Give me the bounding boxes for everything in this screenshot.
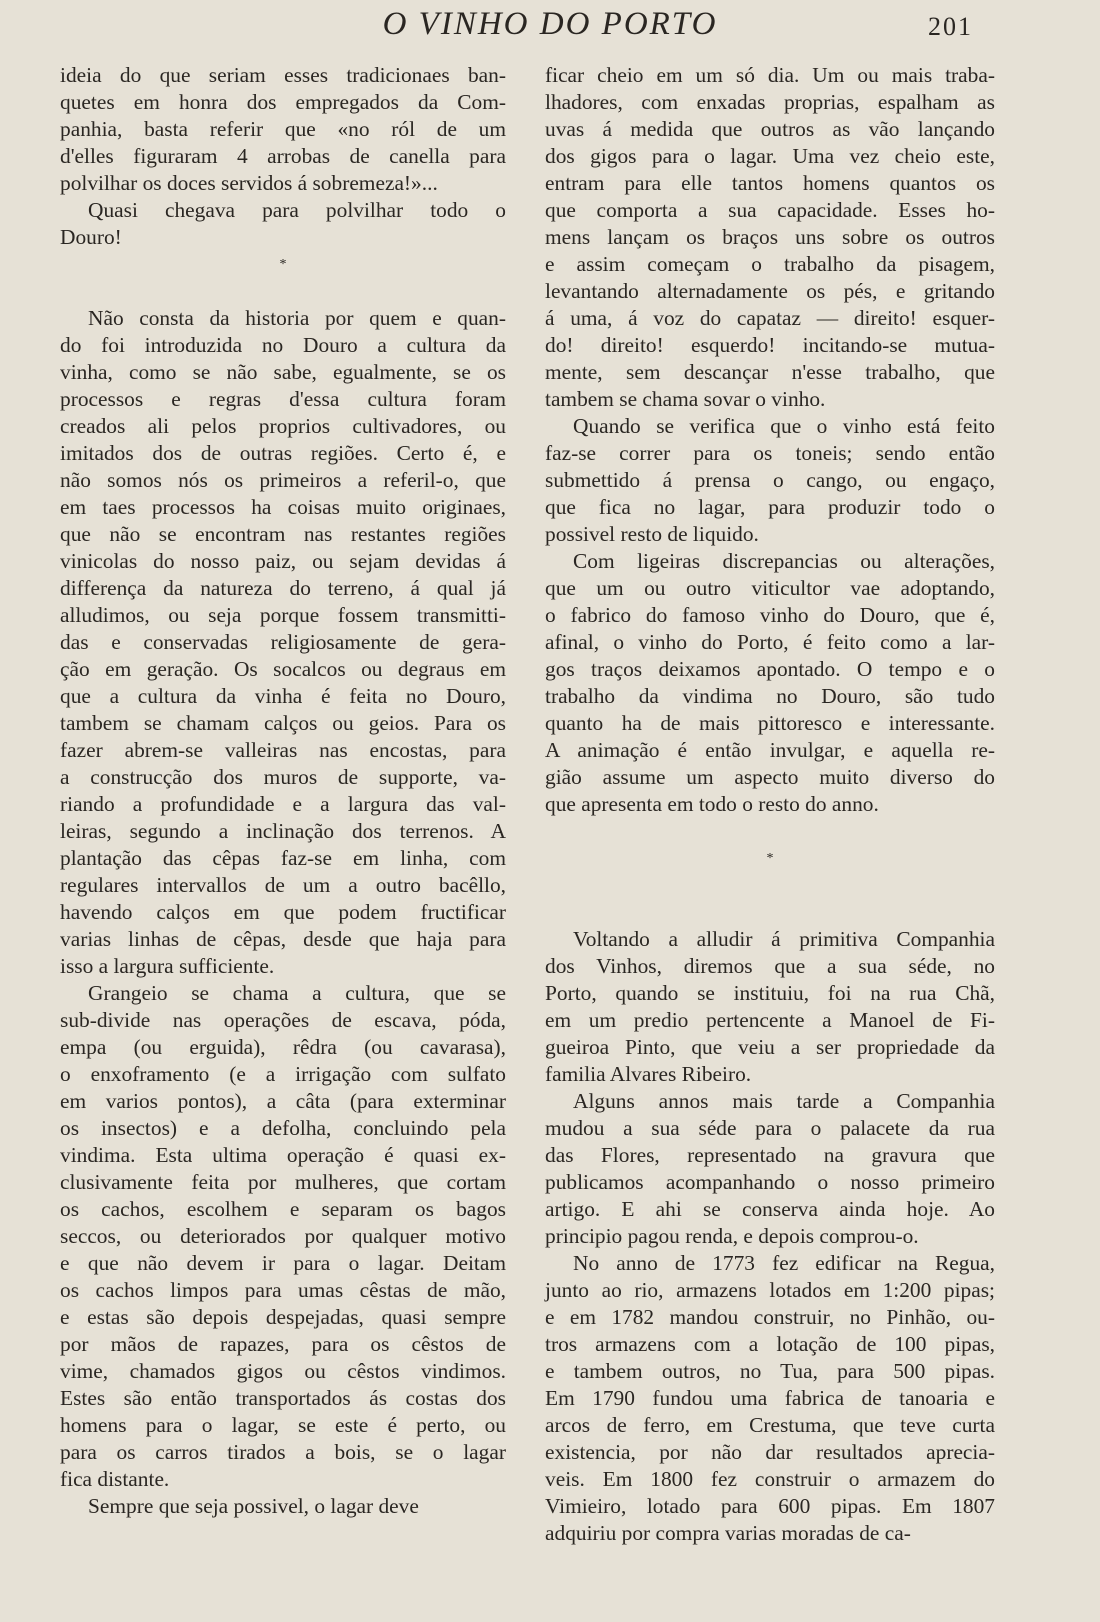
text-line: junto ao rio, armazens lotados em 1:200 pipas; [545,1278,995,1302]
text-line: gião assume um aspecto muito diverso do [545,765,995,789]
paragraph [60,62,506,197]
text-line: Quasi chegava para polvilhar todo o [88,198,506,222]
text-line: entram para elle tantos homens quantos os [545,171,995,195]
text-line: imitados dos de outras regiões. Certo é, e [60,441,506,465]
text-line: existencia, por não dar resultados aprecia- [545,1440,995,1464]
text-line: Em 1790 fundou uma fabrica de tanoaria e [545,1386,995,1410]
text-line: possivel resto de liquido. [545,522,759,546]
text-line: uvas á medida que outros as vão lançando [545,117,995,141]
text-line: Quando se verifica que o vinho está feito [573,414,995,438]
text-line: em um predio pertencente a Manoel de Fi- [545,1008,995,1032]
text-line: Não consta da historia por quem e quan- [88,306,506,330]
text-line: havendo calços em que podem fructificar [60,900,506,924]
text-line: homens para o lagar, se este é perto, ou [60,1413,506,1437]
paragraph [545,1250,995,1547]
text-line: a construcção dos muros de supporte, va- [60,765,506,789]
text-line: varias linhas de cêpas, desde que haja para [60,927,506,951]
text-line: afinal, o vinho do Porto, é feito como a lar- [545,630,995,654]
text-line: gos traços deixamos apontado. O tempo e o [545,657,995,681]
paragraph [545,548,995,818]
text-line: e assim começam o trabalho da pisagem, [545,252,995,276]
text-line: publicamos acompanhando o nosso primeiro [545,1170,995,1194]
text-line: mudou a sua séde para o palacete da rua [545,1116,995,1140]
text-line: e em 1782 mandou construir, no Pinhão, ou- [545,1305,995,1329]
text-line: Sempre que seja possivel, o lagar deve [88,1494,419,1518]
text-line: quetes em honra dos empregados da Com- [60,90,506,114]
text-line: Com ligeiras discrepancias ou alterações, [573,549,995,573]
text-line: mens lançam os braços uns sobre os outros [545,225,995,249]
text-line: quanto ha de mais pittoresco e interessante. [545,711,995,735]
text-line: vinicolas do nosso paiz, ou sejam devidas á [60,549,506,573]
text-line: que um ou outro viticultor vae adoptando, [545,576,995,600]
text-line: os insectos) e a defolha, concluindo pela [60,1116,506,1140]
text-line: das Flores, representado na gravura que [545,1143,995,1167]
text-line: vinha, como se não sabe, egualmente, se os [60,360,506,384]
running-header-title: O VINHO DO PORTO [382,6,718,42]
text-line: e que não devem ir para o lagar. Deitam [60,1251,506,1275]
text-line: seccos, ou deteriorados por qualquer motivo [60,1224,506,1248]
text-line: por mãos de rapazes, para os cêstos de [60,1332,506,1356]
text-line: ideia do que seriam esses tradicionaes ban- [60,63,506,87]
text-line: do! direito! esquerdo! incitando-se mutua- [545,333,995,357]
text-line: que apresenta em todo o resto do anno. [545,792,879,816]
text-line: das e conservadas religiosamente de gera- [60,630,506,654]
section-separator: * [279,257,287,272]
text-line: Vimieiro, lotado para 600 pipas. Em 1807 [545,1494,995,1518]
text-line: familia Alvares Ribeiro. [545,1062,752,1086]
text-line: e tambem outros, no Tua, para 500 pipas. [545,1359,995,1383]
text-line: clusivamente feita por mulheres, que cortam [60,1170,506,1194]
text-line: plantação das cêpas faz-se em linha, com [60,846,506,870]
text-line: á uma, á voz do capataz — direito! esquer- [545,306,995,330]
text-line: d'elles figuraram 4 arrobas de canella para [60,144,506,168]
text-line: o fabrico do famoso vinho do Douro, que é, [545,603,995,627]
text-line: empa (ou erguida), rêdra (ou cavarasa), [60,1035,506,1059]
text-line: panhia, basta referir que «no ról de um [60,117,506,141]
text-line: vime, chamados gigos ou cêstos vindimos. [60,1359,506,1383]
text-line: em varios pontos), a câta (para exterminar [60,1089,506,1113]
spacer [60,278,506,305]
text-line: que comporta a sua capacidade. Esses ho- [545,198,995,222]
text-line: arcos de ferro, em Crestuma, que teve curta [545,1413,995,1437]
paragraph [60,197,506,251]
text-line: fica distante. [60,1467,170,1491]
text-line: Grangeio se chama a cultura, que se [88,981,506,1005]
text-line: adquiriu por compra varias moradas de ca- [545,1521,911,1545]
right-column [545,62,995,1547]
text-line: para os carros tirados a bois, se o lagar [60,1440,506,1464]
spacer [545,818,995,845]
text-line: que não se encontram nas restantes regiões [60,522,506,546]
spacer [545,872,995,926]
text-line: sub-divide nas operações de escava, póda, [60,1008,506,1032]
text-line: gueiroa Pinto, que veiu a ser propriedade da [545,1035,995,1059]
text-line: A animação é então invulgar, e aquella re- [545,738,995,762]
text-line: trabalho da vindima no Douro, são tudo [545,684,995,708]
text-line: differença da natureza do terreno, á qual já [60,576,506,600]
text-line: veis. Em 1800 fez construir o armazem do [545,1467,995,1491]
text-line: não somos nós os primeiros a referil-o, que [60,468,506,492]
page-number: 201 [928,12,973,41]
text-line: levantando alternadamente os pés, e gritando [545,279,995,303]
text-line: dos Vinhos, diremos que a sua séde, no [545,954,995,978]
text-line: ficar cheio em um só dia. Um ou mais traba- [545,63,995,87]
text-line: processos e regras d'essa cultura foram [60,387,506,411]
text-line: tambem se chama sovar o vinho. [545,387,826,411]
text-line: dos gigos para o lagar. Uma vez cheio este, [545,144,995,168]
text-line: e estas são depois despejadas, quasi sempre [60,1305,506,1329]
text-line: alludimos, ou seja porque fossem transmitti- [60,603,506,627]
text-line: que a cultura da vinha é feita no Douro, [60,684,506,708]
text-line: fazer abrem-se valleiras nas encostas, para [60,738,506,762]
text-line: Alguns annos mais tarde a Companhia [573,1089,995,1113]
paragraph [60,1493,506,1520]
paragraph [545,413,995,548]
text-line: lhadores, com enxadas proprias, espalham as [545,90,995,114]
text-line: creados ali pelos proprios cultivadores, ou [60,414,506,438]
text-line: principio pagou renda, e depois comprou-o. [545,1224,919,1248]
text-line: em taes processos ha coisas muito originaes, [60,495,506,519]
text-line: No anno de 1773 fez edificar na Regua, [573,1251,995,1275]
paragraph [60,980,506,1493]
text-line: tambem se chamam calços ou geios. Para os [60,711,506,735]
text-line: do foi introduzida no Douro a cultura da [60,333,506,357]
text-line: faz-se correr para os toneis; sendo então [545,441,995,465]
text-line: submettido á prensa o cango, ou engaço, [545,468,995,492]
text-line: riando a profundidade e a largura das val- [60,792,506,816]
text-line: o enxoframento (e a irrigação com sulfato [60,1062,506,1086]
text-line: Estes são então transportados ás costas dos [60,1386,506,1410]
text-line: Voltando a alludir á primitiva Companhia [573,927,995,951]
text-line: isso a largura sufficiente. [60,954,275,978]
text-line: tros armazens com a lotação de 100 pipas, [545,1332,995,1356]
text-line: artigo. E ahi se conserva ainda hoje. Ao [545,1197,995,1221]
paragraph [545,926,995,1088]
text-line: polvilhar os doces servidos á sobremeza!»... [60,171,438,195]
text-line: vindima. Esta ultima operação é quasi ex- [60,1143,506,1167]
text-line: Douro! [60,225,122,249]
left-column [60,62,506,1520]
text-line: ção em geração. Os socalcos ou degraus em [60,657,506,681]
text-line: os cachos limpos para umas cêstas de mão, [60,1278,506,1302]
text-line: mente, sem descançar n'esse trabalho, que [545,360,995,384]
paragraph [545,1088,995,1250]
text-line: os cachos, escolhem e separam os bagos [60,1197,506,1221]
section-separator: * [766,851,774,866]
text-line: leiras, segundo a inclinação dos terrenos. A [60,819,506,843]
text-line: Porto, quando se instituiu, foi na rua Chã, [545,981,995,1005]
text-line: regulares intervallos de um a outro bacêllo, [60,873,506,897]
text-line: que fica no lagar, para produzir todo o [545,495,995,519]
paragraph [60,305,506,980]
paragraph [545,62,995,413]
